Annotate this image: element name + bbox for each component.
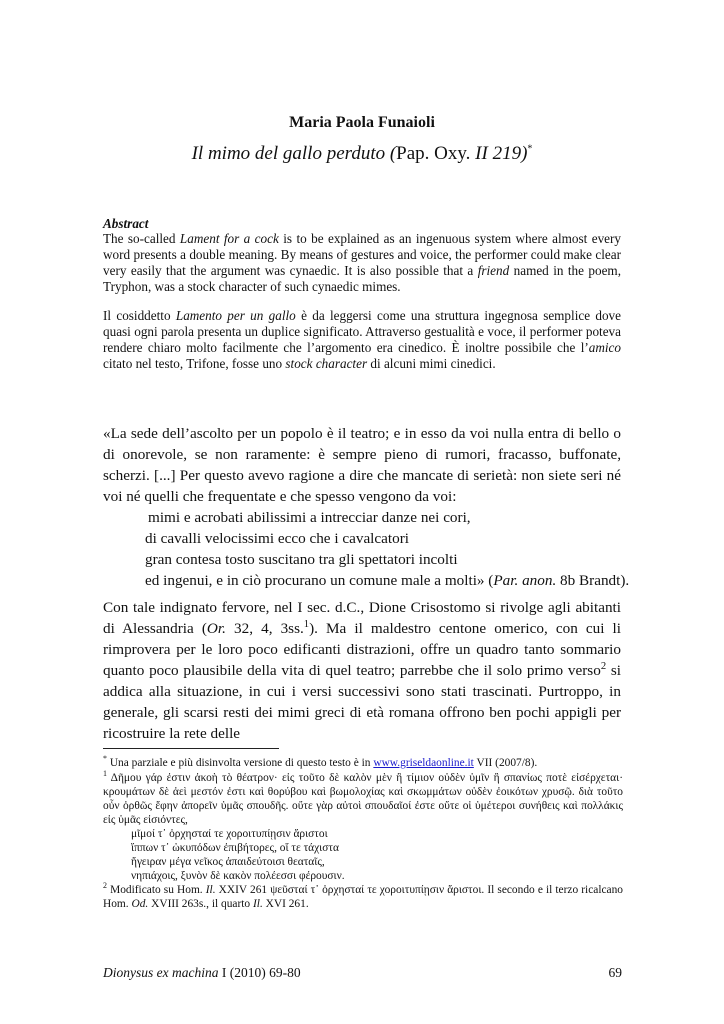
article-title [0, 143, 724, 165]
abstract-en-text: The so-called [103, 231, 180, 246]
body-italic: Or. [206, 620, 226, 637]
footnote-2 [103, 883, 623, 911]
quote-verse [145, 570, 629, 591]
abstract-en-italic: friend [477, 263, 510, 278]
quote-verse-text: ed ingenui, e in ciò procurano un comune male a molti» ( [145, 572, 494, 589]
footnote-divider [103, 748, 279, 749]
footnote-italic: Il. [252, 898, 263, 910]
opening-quote: «La sede dell’ascolto per un popolo è il teatro; e in esso da voi nulla entra di bello o di onorevole, se non raramente: è sempre pieno di rumori, fracasso, buffonate, scherzi. [...] Per questo avevo ragione a dire che mancate di serietà: non siete seri né voi né quelli che frequentate e che spesso vengono da voi: [103, 425, 621, 505]
quote-verse: di cavalli velocissimi ecco che i cavalcatori [145, 530, 409, 547]
abstract-en-italic: Lament for a cock [179, 231, 279, 246]
footnote-text: VII (2007/8). [473, 757, 538, 769]
author-name: Maria Paola Funaioli [289, 114, 435, 131]
footnote-text: XXIV 261 ψεῦσταί τ᾽ ὀρχησταί τε χοροιτυπίῃσιν ἄριστοι. Il secondo e il terzo ricalcano Hom. [103, 884, 623, 910]
body-text: ). Ma il maldestro centone omerico, con cui li rimprovera per le loro poco edificanti distrazioni, offre un quadro tanto sommario quanto poco plausibile della vita di quel teatro; parrebbe che il solo primo verso [103, 620, 621, 679]
abstract-it-text: citato nel testo, Trifone, fosse uno [103, 356, 286, 371]
quote-verse: gran contesa tosto suscitano tra gli spettatori incolti [145, 551, 458, 568]
greek-verse: μῖμοί τ᾽ ὀρχησταί τε χοροιτυπίῃσιν ἄριστοι [131, 828, 328, 840]
greek-verse: ἤγειραν μέγα νεῖκος ἀπαιδεύτοισι θεαταῖς, [131, 856, 325, 868]
footnote-mark: 2 [103, 881, 107, 891]
griselda-link[interactable]: www.griseldaonline.it [373, 757, 474, 769]
abstract-english [103, 231, 621, 295]
footnote-star [103, 756, 623, 770]
abstract-heading: Abstract [103, 216, 149, 231]
title-footnote-mark: * [527, 143, 533, 155]
journal-issue: I (2010) 69-80 [218, 965, 301, 980]
abstract-it-italic: Lamento per un gallo [175, 308, 296, 323]
footnote-text: Modificato su Hom. [106, 884, 206, 896]
footnote-text: Una parziale e più disinvolta versione di questo testo è in [106, 757, 374, 769]
footnote-ref[interactable]: 1 [303, 618, 310, 630]
quote-source-ref: 8b Brandt). [556, 572, 630, 589]
quote-source: Par. anon. [493, 572, 557, 589]
page-number: 69 [608, 965, 622, 980]
quote-verse: mimi e acrobati abilissimi a intrecciar danze nei cori, [148, 509, 471, 526]
abstract-it-text: Il cosiddetto [103, 308, 176, 323]
footnote-mark: * [103, 754, 107, 764]
greek-verse: νηπιάχοις, ξυνὸν δὲ κακὸν πολέεσσι φέρουσιν. [131, 870, 345, 882]
footnote-greek-text: Δῆμου γάρ ἐστιν ἀκοὴ τὸ θέατρον· εἰς τοῦτο δὲ καλὸν μὲν ἢ τίμιον οὐδὲν ὑμῖν ἢ σπανίως ποτὲ εἰσέρχεται· κρουμάτων δὲ ἀεὶ μεστόν ἐστι καὶ θορύβου καὶ βωμολοχίας καὶ σκωμμάτων οὐδὲν ἐοικότων χρυσῷ. διὰ τοῦτο οὖν ὀρθῶς ἔφην ἀπορεῖν ὑμᾶς σπουδῆς. οὔτε γὰρ αὐτοὶ σπουδαῖοί ἐστε οὔτε οἱ ὑμέτεροι συνήθεις καὶ πολλάκις εἰς ὑμᾶς εἰσιόντες, [103, 772, 623, 826]
footnote-italic: Il. [205, 884, 216, 896]
body-text: 32, 4, 3ss. [225, 620, 304, 637]
footnote-text: XVI 261. [262, 898, 309, 910]
body-text: Con tale indignato fervore, nel I sec. d.C., Dione Crisostomo si rivolge agli abitanti di Alessandria ( [103, 599, 621, 637]
journal-name: Dionysus ex machina [103, 965, 219, 980]
journal-citation [103, 965, 301, 981]
footnote-italic: Od. [131, 898, 149, 910]
abstract-italian [103, 308, 621, 372]
body-text: si addica alla situazione, in cui i versi successivi sono stati trascinati. Purtroppo, in generale, gli scarsi resti dei mimi greci di età romana offrono ben pochi appigli per ricostruire la rete delle [103, 662, 622, 742]
abstract-it-italic: amico [588, 340, 621, 355]
abstract-en-text: is to be explained as an ingenuous system where almost every word presents a double meaning. By means of gestures and voice, the performer could make clear very easily that the argument was cynaedic. It is also possible that a [103, 231, 621, 278]
greek-verse: ἵππων τ᾽ ὠκυπόδων ἐπιβήτορες, οἵ τε τάχιστα [131, 842, 339, 854]
footnote-ref[interactable]: 2 [600, 660, 607, 672]
footnote-mark: 1 [103, 769, 107, 779]
abstract-it-text: è da leggersi come una struttura ingegnosa semplice dove quasi ogni parola presenta un duplice significato. Attraverso gestualità e voce, il performer poteva rendere chiaro molto facilmente che l’argomento era cinedico. È inoltre possibile che l’ [103, 308, 621, 355]
title-italic-part-2: II 219) [475, 143, 528, 164]
title-roman-part: Pap. Oxy. [396, 143, 476, 164]
footnote-text: XVIII 263s., il quarto [148, 898, 253, 910]
footnote-1 [103, 771, 623, 827]
title-italic-part: Il mimo del gallo perduto ( [191, 143, 397, 164]
abstract-it-italic: stock character [285, 356, 368, 371]
abstract-it-text: di alcuni mimi cinedici. [367, 356, 496, 371]
body-paragraph [103, 597, 621, 744]
abstract-en-text: named in the poem, Tryphon, was a stock character of such cynaedic mimes. [103, 263, 621, 294]
